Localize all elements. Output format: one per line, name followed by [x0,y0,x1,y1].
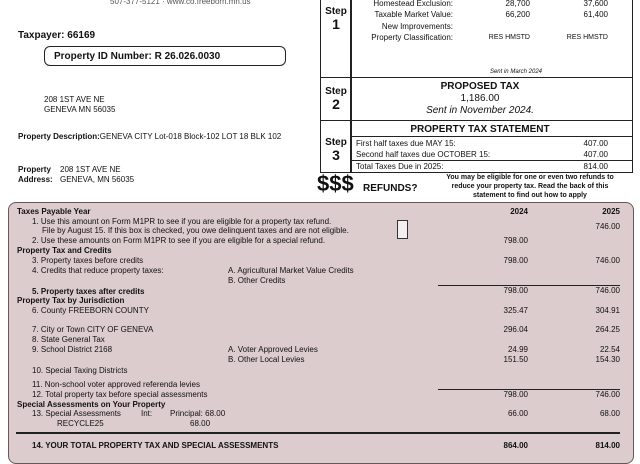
step-3-total-rule [351,160,632,161]
line-10-text: 10. Special Taxing Districts [32,366,128,375]
refunds-note-1: You may be eligible for one or even two refunds to [446,174,614,181]
property-address-line-1: 208 1ST AVE NE [60,165,121,174]
line-14-2024: 864.00 [503,441,528,450]
proposed-tax-sent-note: Sent in November 2024. [426,105,534,116]
line-7-text: 7. City or Town CITY OF GENEVA [32,325,154,334]
step-1-number: 1 [332,16,340,32]
line-3-2024: 798.00 [503,256,528,265]
tax-statement-title: PROPERTY TAX STATEMENT [410,124,550,135]
step1-row-label: Homestead Exclusion: [373,0,453,8]
line-6-text: 6. County FREEBORN COUNTY [32,306,149,315]
step-2-label [321,86,351,110]
step-1-label [321,6,351,30]
mailing-address-line-2: GENEVA MN 56035 [44,105,116,114]
total-due-value: 814.00 [583,162,608,171]
line-9b-2024: 151.50 [503,355,528,364]
property-address-line-2: GENEVA, MN 56035 [60,175,135,184]
total-due-label: Total Taxes Due in 2025: [356,162,444,171]
line-14-2025: 814.00 [595,441,620,450]
line-9b-text: B. Other Local Levies [228,355,305,364]
line-8-text: 8. State General Tax [32,335,105,344]
step1-row-2025: RES HMSTD [566,34,608,41]
step1-row-2025: 37,600 [583,0,608,8]
delinquent-checkbox [397,220,408,239]
step-1-word: Step [325,6,347,17]
first-half-label: First half taxes due MAY 15: [356,139,456,148]
first-half-value: 407.00 [583,139,608,148]
line-1-2025: 746.00 [595,222,620,231]
line-5-text: 5. Property taxes after credits [32,287,145,296]
line-7-2024: 296.04 [503,325,528,334]
line-11-text: 11. Non-school voter approved referenda levies [32,380,200,389]
step-3-number: 3 [332,147,340,163]
property-description-label: Property Description: [18,132,100,141]
line-9a-2025: 22.54 [599,345,620,354]
line-1-text: 1. Use this amount on Form M1PR to see if you are eligible for a property tax refund. [32,217,332,226]
mailing-address-line-1: 208 1ST AVE NE [44,95,105,104]
proposed-tax-amount: 1,186.00 [460,93,500,104]
line-13-interest: Int: [141,409,153,418]
line-9-text: 9. School District 2168 [32,345,113,354]
step1-row-label: Property Classification: [371,33,453,42]
section-jurisdiction: Property Tax by Jurisdiction [17,296,125,305]
line-12-2024: 798.00 [503,390,528,399]
step-3-rule [351,136,632,137]
property-address-label-1: Property [18,165,51,174]
line-4-text: 4. Credits that reduce property taxes: [32,266,164,275]
line-1-text-2: File by August 15. If this box is checked, you owe delinquent taxes and are not eligible. [42,226,349,235]
step-3-word: Step [325,137,347,148]
county-contact: 507-377-5121 · www.co.freeborn.mn.us [110,0,251,6]
section-special-assessments: Special Assessments on Your Property [17,400,166,409]
line-9b-2025: 154.30 [595,355,620,364]
line-7-2025: 264.25 [595,325,620,334]
property-address-label-2: Address: [18,175,53,184]
line-14-rule [16,432,620,434]
line-5-2025: 746.00 [595,286,620,295]
second-half-label: Second half taxes due OCTOBER 15: [356,150,491,159]
step1-row-2025: 61,400 [583,10,608,19]
line-13-principal: Principal: 68.00 [170,409,226,418]
step-3-label [321,137,351,161]
step1-row-2024: 28,700 [505,0,530,8]
line-13-sub-label: RECYCLE25 [57,419,104,428]
line-4a-text: A. Agricultural Market Value Credits [228,266,354,275]
column-2024: 2024 [510,207,528,216]
refunds-dollar-signs: $$$ [317,171,354,196]
step1-row-2024: 66,200 [505,10,530,19]
line-3-text: 3. Property taxes before credits [32,256,144,265]
line-2-2024: 798.00 [503,236,528,245]
line-13-text: 13. Special Assessments [32,409,121,418]
line-9a-text: A. Voter Approved Levies [228,345,318,354]
line-4b-text: B. Other Credits [228,276,286,285]
step-2-number: 2 [332,96,340,112]
line-14-text: 14. YOUR TOTAL PROPERTY TAX AND SPECIAL ASSESSMENTS [32,441,279,450]
property-id-number: Property ID Number: R 26.026.0030 [54,51,221,62]
property-description [18,132,281,141]
table-heading: Taxes Payable Year [17,207,91,216]
column-2025: 2025 [602,207,620,216]
section-tax-credits: Property Tax and Credits [17,246,112,255]
refunds-note-3: statement to find out how to apply [473,192,587,199]
refunds-label: REFUNDS? [363,183,418,194]
line-6-2025: 304.91 [595,306,620,315]
step1-row-label: New Improvements: [381,22,453,31]
step1-row-2024: RES HMSTD [488,34,530,41]
step1-row-label: Taxable Market Value: [374,10,453,19]
line-12-text: 12. Total property tax before special assessments [32,390,208,399]
step1-sent-note: Sent in March 2024 [489,69,542,75]
line-9a-2024: 24.99 [507,345,528,354]
line-12-2025: 746.00 [595,390,620,399]
refunds-note-2: reduce your property tax. Read the back of this [451,183,609,190]
line-3-2025: 746.00 [595,256,620,265]
line-5-2024: 798.00 [503,286,528,295]
line-13-sub-amount: 68.00 [190,419,211,428]
line-13-2024: 66.00 [507,409,528,418]
second-half-value: 407.00 [583,150,608,159]
line-2-text: 2. Use these amounts on Form M1PR to see if you are eligible for a special refund. [32,236,326,245]
line-6-2024: 325.47 [503,306,528,315]
proposed-tax-title: PROPOSED TAX [440,81,520,92]
step-2-word: Step [325,86,347,97]
line-13-2025: 68.00 [599,409,620,418]
taxpayer-number: Taxpayer: 66169 [18,30,96,41]
property-description-value: GENEVA CITY Lot-018 Block-102 LOT 18 BLK 102 [99,132,282,141]
